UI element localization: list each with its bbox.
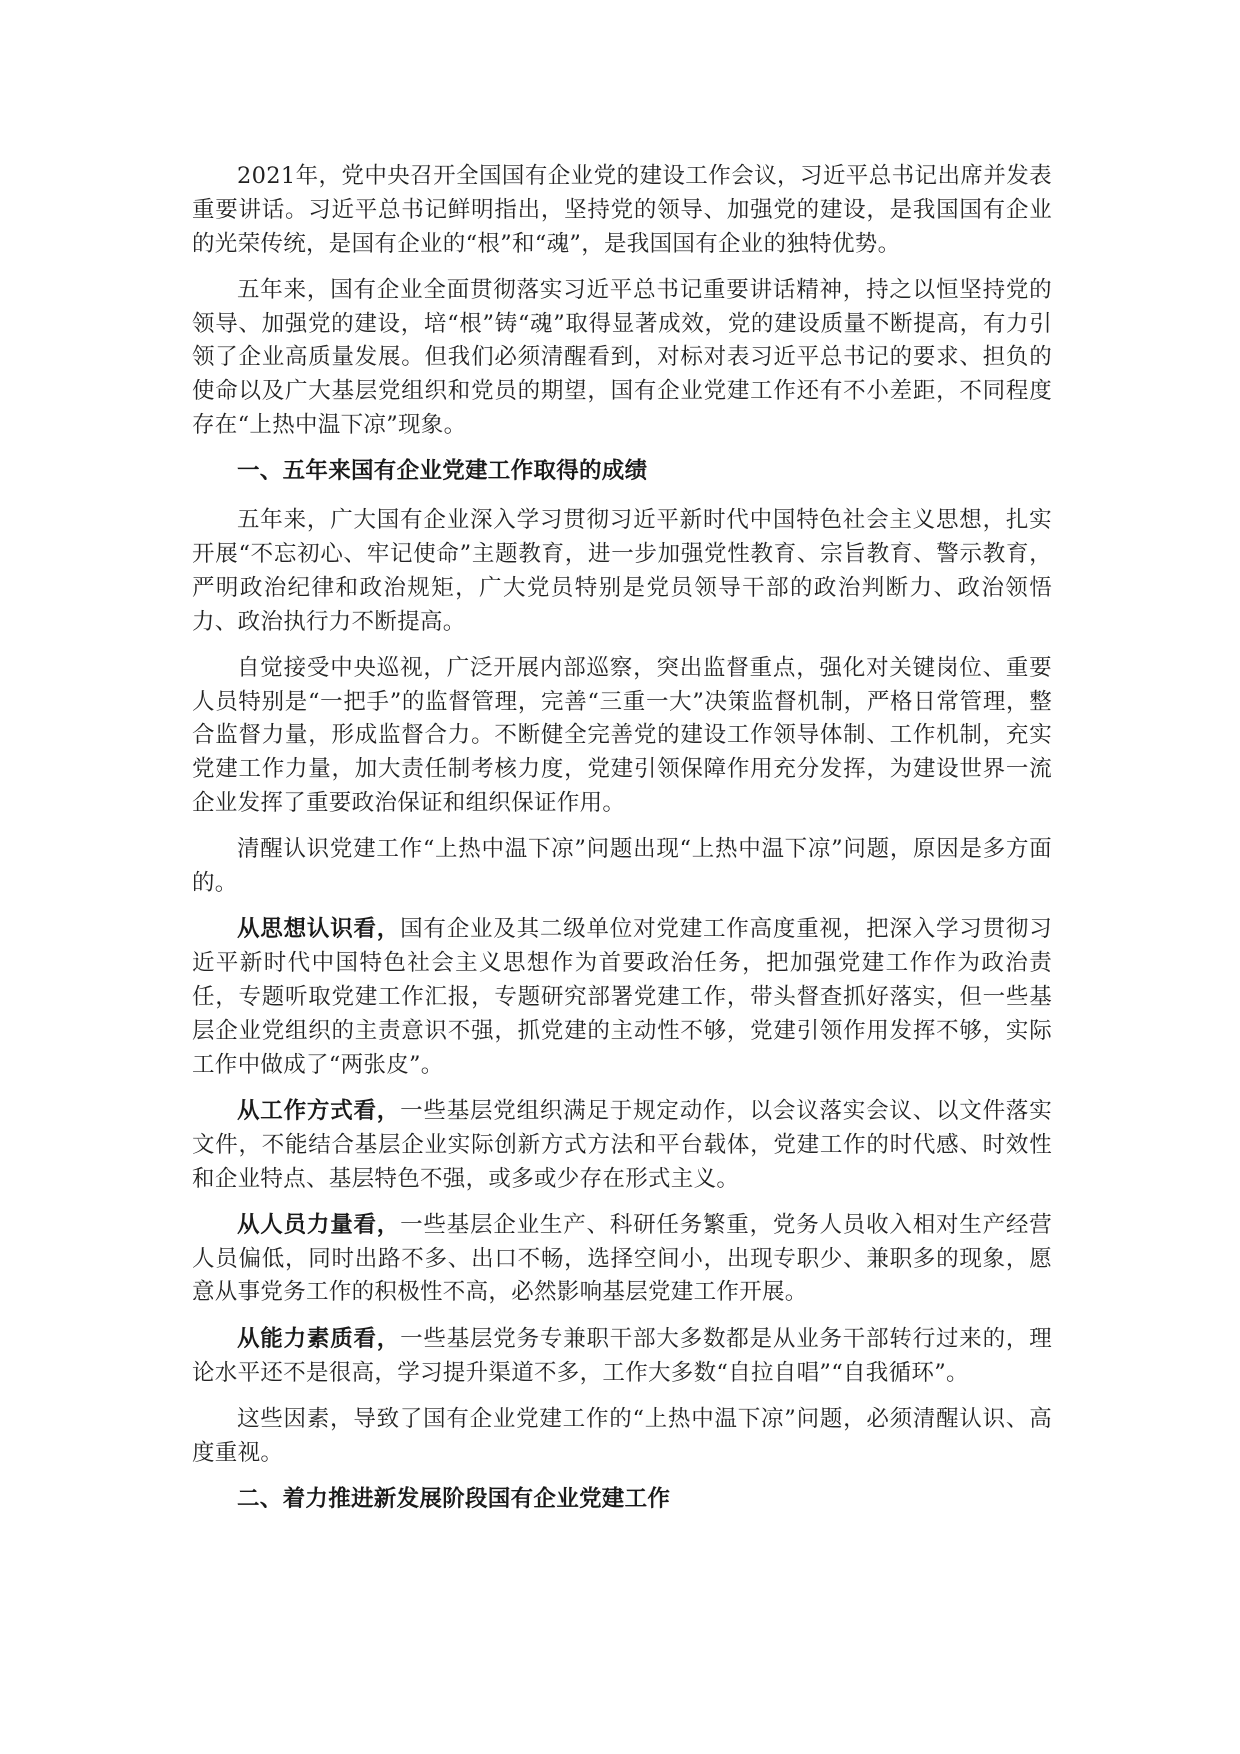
paragraph <box>192 1095 1052 1196</box>
paragraph <box>192 1323 1052 1391</box>
section-heading: 一、五年来国有企业党建工作取得的成绩 <box>237 458 648 485</box>
paragraph: 自觉接受中央巡视，广泛开展内部巡察，突出监督重点，强化对关键岗位、重要人员特别是“一把手”的监督管理，完善“三重一大”决策监督机制，严格日常管理，整合监督力量，形成监督合力。不断健全完善党的建设工作领导体制、工作机制，充实党建工作力量，加大责任制考核力度，党建引领保障作用充分发挥，为建设世界一流企业发挥了重要政治保证和组织保证作用。 <box>192 654 1052 817</box>
paragraph <box>192 913 1052 1082</box>
paragraph-lead: 从工作方式看， <box>237 1097 401 1124</box>
paragraph-text: 一些基层企业生产、科研任务繁重，党务人员收入相对生产经营人员偏低，同时出路不多、出口不畅，选择空间小，出现专职少、兼职多的现象，愿意从事党务工作的积极性不高，必然影响基层党建工作开展。 <box>192 1211 1052 1306</box>
paragraph-lead: 从人员力量看， <box>237 1211 401 1238</box>
paragraph-lead: 从思想认识看， <box>237 916 401 943</box>
paragraph: 清醒认识党建工作“上热中温下凉”问题出现“上热中温下凉”问题，原因是多方面的。 <box>192 836 1052 897</box>
document-body <box>192 160 1052 1532</box>
paragraph-text: 国有企业及其二级单位对党建工作高度重视，把深入学习贯彻习近平新时代中国特色社会主义思想作为首要政治任务，把加强党建工作作为政治责任，专题听取党建工作汇报，专题研究部署党建工作，带头督查抓好落实，但一些基层企业党组织的主责意识不强，抓党建的主动性不够，党建引领作用发挥不够，实际工作中做成了“两张皮”。 <box>192 916 1052 1078</box>
paragraph: 2021年，党中央召开全国国有企业党的建设工作会议，习近平总书记出席并发表重要讲话。习近平总书记鲜明指出，坚持党的领导、加强党的建设，是我国国有企业的光荣传统，是国有企业的“根”和“魂”，是我国国有企业的独特优势。 <box>192 163 1052 257</box>
paragraph: 五年来，国有企业全面贯彻落实习近平总书记重要讲话精神，持之以恒坚持党的领导、加强党的建设，培“根”铸“魂”取得显著成效，党的建设质量不断提高，有力引领了企业高质量发展。但我们必须清醒看到，对标对表习近平总书记的要求、担负的使命以及广大基层党组织和党员的期望，国有企业党建工作还有不小差距，不同程度存在“上热中温下凉”现象。 <box>192 276 1052 439</box>
paragraph: 这些因素，导致了国有企业党建工作的“上热中温下凉”问题，必须清醒认识、高度重视。 <box>192 1405 1052 1466</box>
paragraph-text: 一些基层党组织满足于规定动作，以会议落实会议、以文件落实文件，不能结合基层企业实际创新方式方法和平台载体，党建工作的时代感、时效性和企业特点、基层特色不强，或多或少存在形式主义。 <box>192 1097 1052 1192</box>
paragraph-text: 一些基层党务专兼职干部大多数都是从业务干部转行过来的，理论水平还不是很高，学习提升渠道不多，工作大多数“自拉自唱”“自我循环”。 <box>192 1325 1052 1386</box>
paragraph <box>192 1209 1052 1310</box>
paragraph-lead: 从能力素质看， <box>237 1325 401 1352</box>
paragraph: 五年来，广大国有企业深入学习贯彻习近平新时代中国特色社会主义思想，扎实开展“不忘初心、牢记使命”主题教育，进一步加强党性教育、宗旨教育、警示教育，严明政治纪律和政治规矩，广大党员特别是党员领导干部的政治判断力、政治领悟力、政治执行力不断提高。 <box>192 507 1052 635</box>
section-heading: 二、着力推进新发展阶段国有企业党建工作 <box>237 1485 671 1512</box>
